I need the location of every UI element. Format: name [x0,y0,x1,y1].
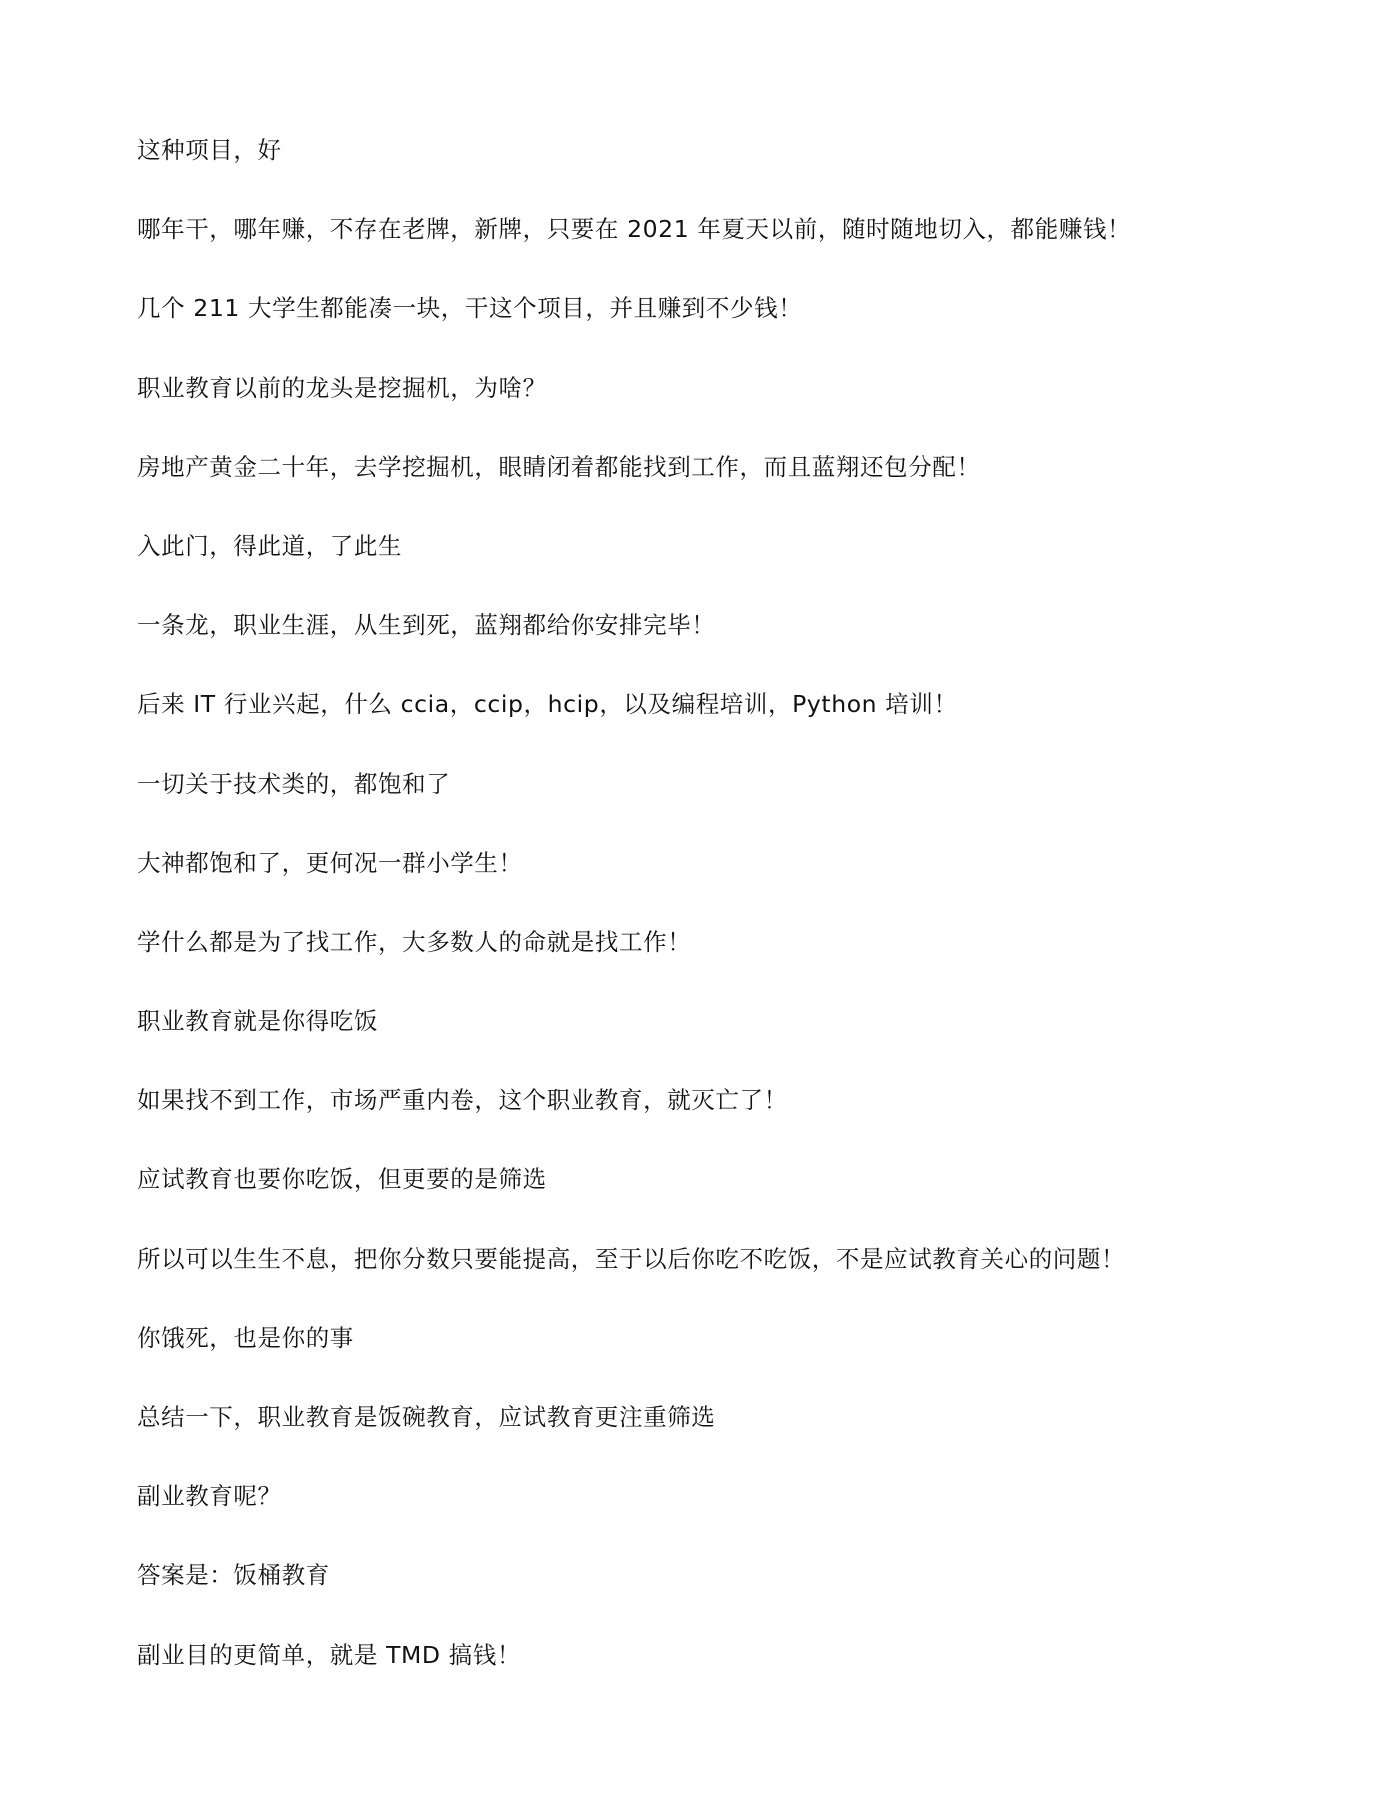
text-line: 后来 IT 行业兴起，什么 ccia，ccip，hcip，以及编程培训，Python 培训！ [137,690,958,719]
text-line: 大神都饱和了，更何况一群小学生！ [137,848,523,877]
text-line: 哪年干，哪年赚，不存在老牌，新牌，只要在 2021 年夏天以前，随时随地切入，都能赚钱！ [137,215,1132,244]
text-line: 入此门，得此道，了此生 [137,531,403,560]
text-line: 房地产黄金二十年，去学挖掘机，眼睛闭着都能找到工作，而且蓝翔还包分配！ [137,452,981,481]
text-line: 你饿死，也是你的事 [137,1323,354,1352]
text-line: 副业目的更简单，就是 TMD 搞钱！ [137,1640,521,1669]
text-line: 应试教育也要你吃饭，但更要的是筛选 [137,1165,547,1194]
text-body [137,138,1297,1722]
text-line: 总结一下，职业教育是饭碗教育，应试教育更注重筛选 [137,1403,716,1431]
text-line: 职业教育就是你得吃饭 [137,1007,378,1036]
text-line: 所以可以生生不息，把你分数只要能提高，至于以后你吃不吃饭，不是应试教育关心的问题！ [137,1244,1126,1273]
text-line: 一切关于技术类的，都饱和了 [137,769,451,798]
text-line: 几个 211 大学生都能凑一块，干这个项目，并且赚到不少钱！ [137,294,803,323]
text-line: 学什么都是为了找工作，大多数人的命就是找工作！ [137,927,692,956]
text-line: 职业教育以前的龙头是挖掘机，为啥？ [137,373,547,402]
text-line: 一条龙，职业生涯，从生到死，蓝翔都给你安排完毕！ [137,611,716,640]
text-line: 如果找不到工作，市场严重内卷，这个职业教育，就灭亡了！ [137,1086,788,1115]
text-line: 副业教育呢？ [137,1482,282,1511]
text-line: 这种项目，好 [137,136,282,164]
text-line: 答案是：饭桶教育 [137,1561,330,1590]
